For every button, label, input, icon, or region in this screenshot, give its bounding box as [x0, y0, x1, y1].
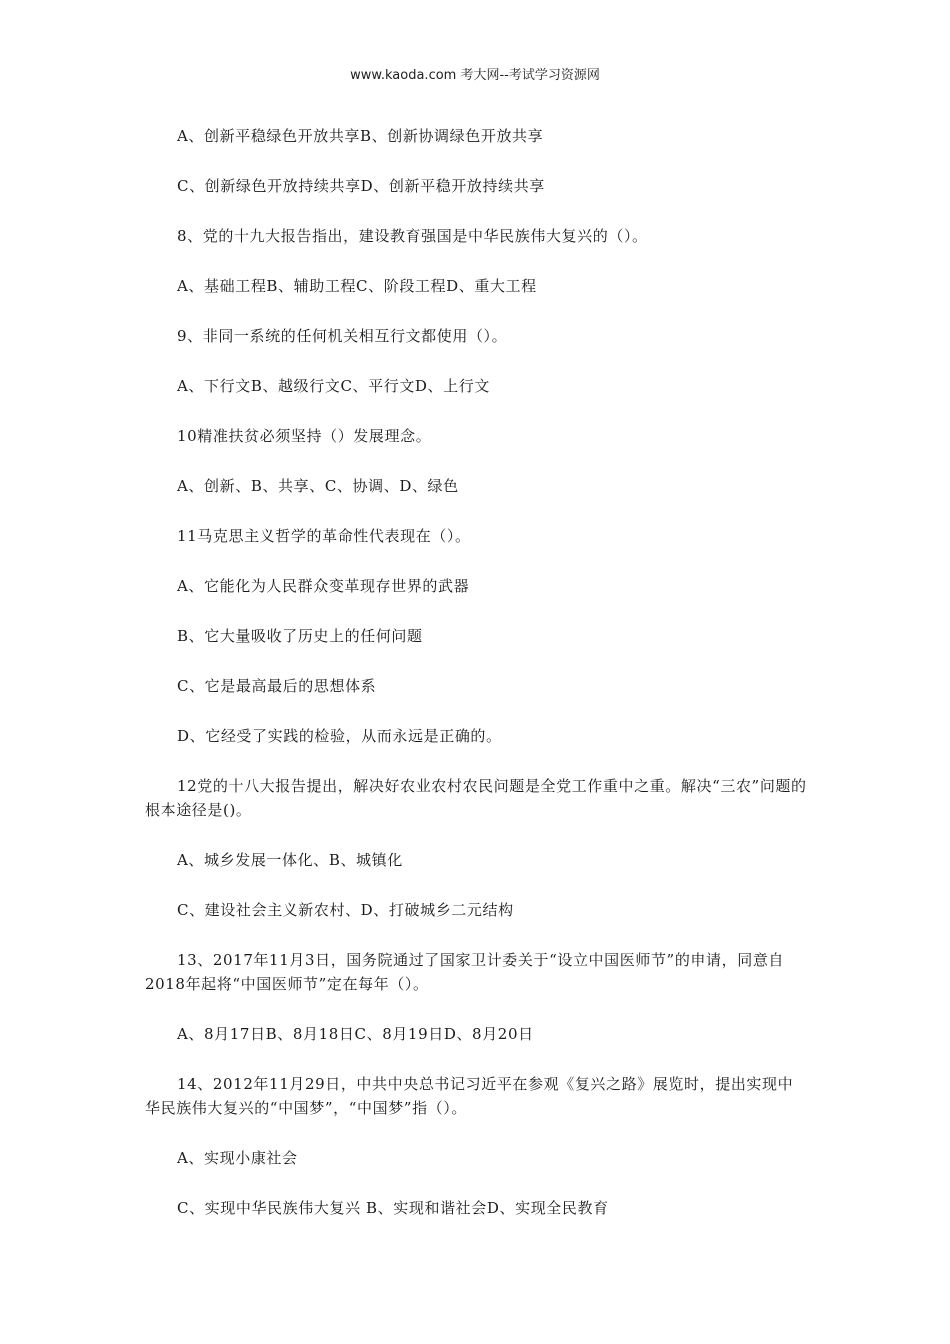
question-11: 11马克思主义哲学的革命性代表现在（）。 — [177, 527, 471, 545]
question-12: 12党的十八大报告提出，解决好农业农村农民问题是全党工作重中之重。解决“三农”问题的根本途径是()。 — [145, 777, 807, 819]
option-line-q7-ab: A、创新平稳绿色开放共享B、创新协调绿色开放共享 — [177, 127, 544, 145]
options-q13: A、8月17日B、8月18日C、8月19日D、8月20日 — [177, 1025, 534, 1043]
options-q8: A、基础工程B、辅助工程C、阶段工程D、重大工程 — [177, 277, 537, 295]
option-q11-d: D、它经受了实践的检验，从而永远是正确的。 — [177, 727, 502, 745]
options-q12-ab: A、城乡发展一体化、B、城镇化 — [177, 851, 403, 869]
options-q9: A、下行文B、越级行文C、平行文D、上行文 — [177, 377, 490, 395]
question-14: 14、2012年11月29日，中共中央总书记习近平在参观《复兴之路》展览时，提出实现中华民族伟大复兴的“中国梦”，“中国梦”指（）。 — [145, 1075, 794, 1117]
option-q14-a: A、实现小康社会 — [177, 1149, 298, 1167]
option-line-q7-cd: C、创新绿色开放持续共享D、创新平稳开放持续共享 — [177, 177, 545, 195]
question-9: 9、非同一系统的任何机关相互行文都使用（）。 — [177, 327, 508, 345]
page-header: www.kaoda.com 考大网--考试学习资源网 — [350, 68, 600, 83]
document-body — [145, 124, 807, 1246]
options-q12-cd: C、建设社会主义新农村、D、打破城乡二元结构 — [177, 901, 514, 919]
question-10: 10精准扶贫必须坚持（）发展理念。 — [177, 427, 432, 445]
question-13: 13、2017年11月3日，国务院通过了国家卫计委关于“设立中国医师节”的申请，同意自2018年起将“中国医师节”定在每年（）。 — [145, 951, 785, 993]
options-q14-cbd: C、实现中华民族伟大复兴 B、实现和谐社会D、实现全民教育 — [177, 1199, 609, 1217]
option-q11-a: A、它能化为人民群众变革现存世界的武器 — [177, 577, 470, 595]
option-q11-b: B、它大量吸收了历史上的任何问题 — [177, 627, 423, 645]
question-8: 8、党的十九大报告指出，建设教育强国是中华民族伟大复兴的（）。 — [177, 227, 648, 245]
option-q11-c: C、它是最高最后的思想体系 — [177, 677, 377, 695]
options-q10: A、创新、B、共享、C、协调、D、绿色 — [177, 477, 459, 495]
